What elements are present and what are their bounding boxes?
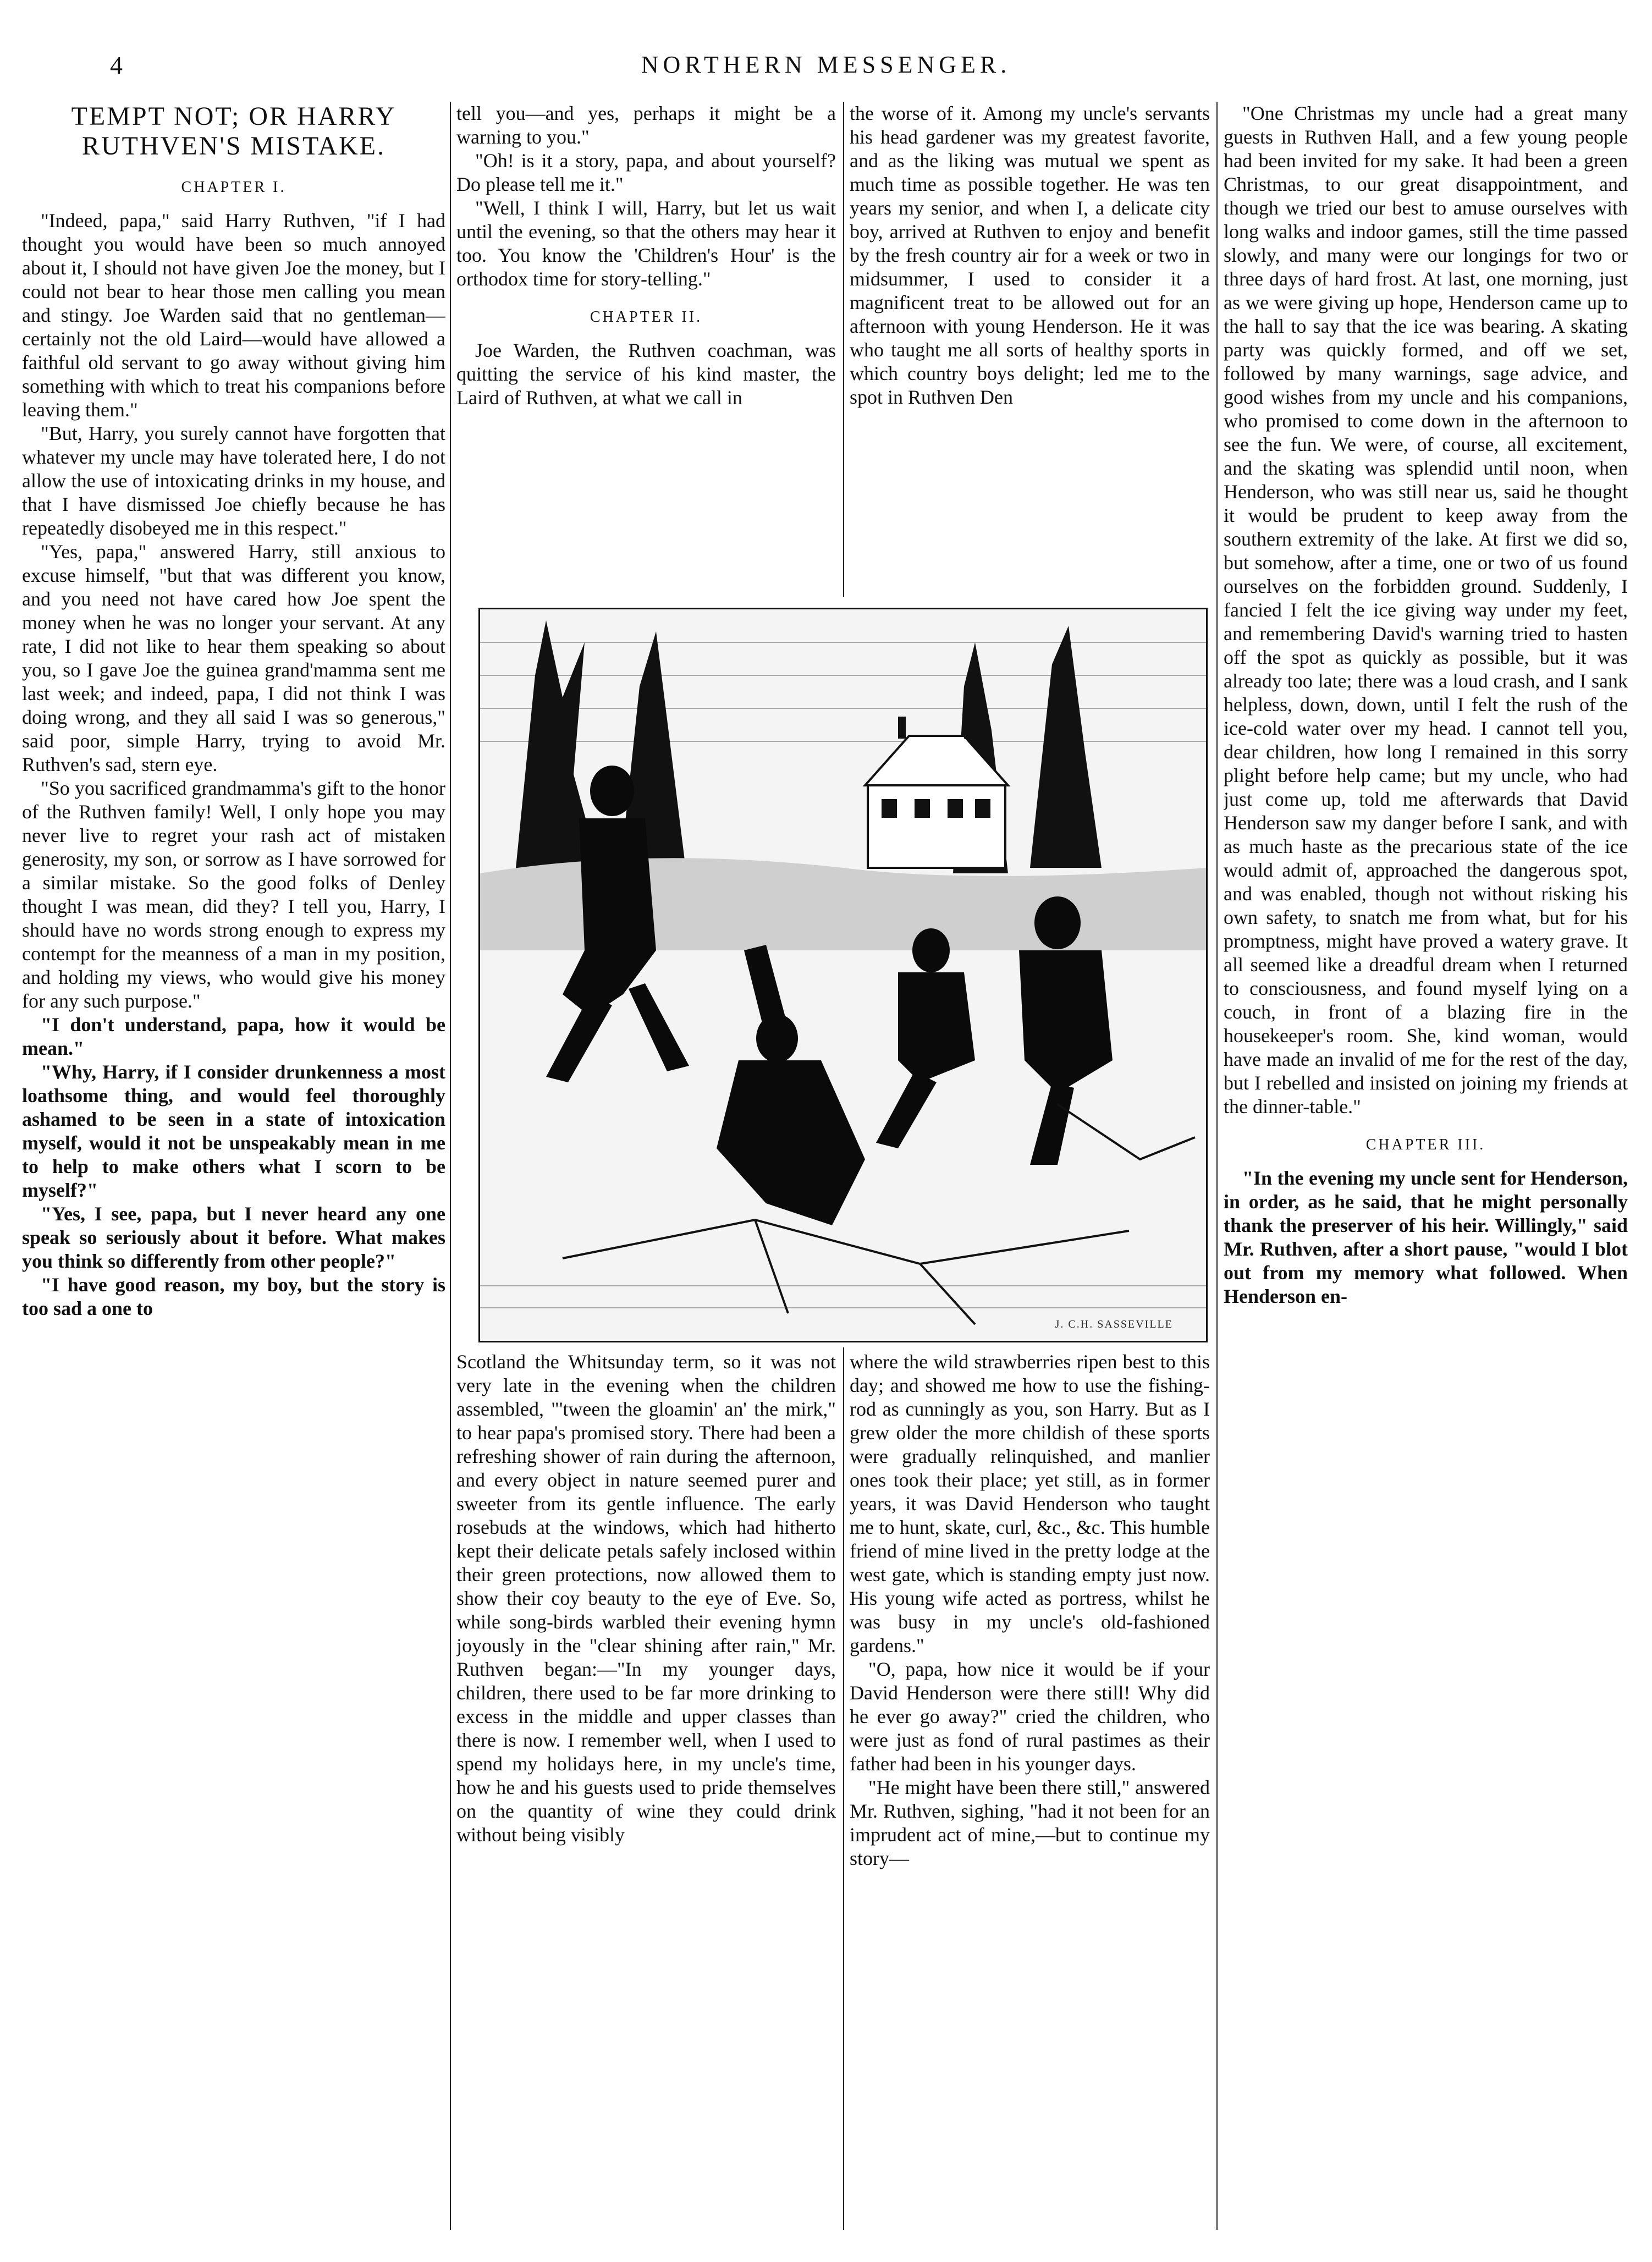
column-2-bottom: [456, 1350, 836, 2236]
paragraph: "Why, Harry, if I consider drunkenness a most loathsome thing, and would feel thoroughly ashamed to be seen in a state of intoxication myself, would it not be unspeakably mean in me to help to make others what I scorn to be myself?": [22, 1061, 445, 1201]
page-header: [22, 51, 1630, 89]
paragraph: "Indeed, papa," said Harry Ruthven, "if I had thought you would have been so much annoyed about it, I should not have given Joe the money, but I could not bear to hear those men calling you mean and stingy. Joe Warden said that no gentleman—certainly not the old Laird—would have allowed a faithful old servant to go away without giving him something with which to treat his companions before leaving them.": [22, 210, 445, 421]
engraver-signature: J. C.H. SASSEVILLE: [1055, 1318, 1173, 1330]
paragraph: "I have good reason, my boy, but the story is too sad a one to: [22, 1274, 445, 1319]
chapter-heading: CHAPTER III.: [1365, 1136, 1486, 1153]
paragraph: the worse of it. Among my uncle's servants his head gardener was my greatest favorite, and as the liking was mutual we spent as much time as possible together. He was ten years my senior, and when I, a delicate city boy, arrived at Ruthven to enjoy and benefit by the fresh country air for a week or two in midsummer, I used to consider it a magnificent treat to be allowed out for an afternoon with young Henderson. He it was who taught me all sorts of healthy sports in which country boys delight; led me to the spot in Ruthven Den: [850, 102, 1210, 408]
paragraph: "Yes, I see, papa, but I never heard any one speak so seriously about it before. What makes you think so differently from other people?": [22, 1203, 445, 1272]
paragraph: "One Christmas my uncle had a great many guests in Ruthven Hall, and a few young people had been invited for my sake. It had been a green Christmas, to our great disappointment, and though we tried our best to amuse ourselves with long walks and indoor games, still the time passed slowly, and many were our longings for two or three days of hard frost. At last, one morning, just as we were giving up hope, Henderson came up to the hall to say that the ice was bearing. A skating party was quickly formed, and off we set, followed by many warnings, sage advice, and good wishes from my uncle and his companions, who promised to come down in the afternoon to see the fun. We were, of course, all excitement, and the skating was splendid until noon, when Henderson, who was still near us, said he thought it would be prudent to keep away from the southern extremity of the lake. At first we did so, but somehow, after a time, one or two of us found ourselves on the forbidden ground. Suddenly, I fancied I felt the ice giving way under my feet, and remembering David's warning tried to hasten off the spot as quickly as possible, but it was already too late; there was a loud crash, and I sank helpless, down, down, until I felt the rush of the ice-cold water over my head. I cannot tell you, dear children, how long I remained in this sorry plight before help came; but my uncle, who had just come up, told me afterwards that David Henderson saw my danger before I sank, and with as much haste as the precarious state of the ice would admit of, approached the dangerous spot, and was enabled, though not without risking his own safety, to snatch me from what, but for his promptness, might have proved a watery grave. It all seemed like a dreadful dream when I returned to consciousness, and found myself lying on a couch, in front of a blazing fire in the housekeeper's room. She, kind woman, would have made an invalid of me for the rest of the day, but I rebelled and insisted on joining my friends at the dinner-table.": [1224, 102, 1628, 1118]
paragraph: "O, papa, how nice it would be if your David Henderson were there still! Why did he ever go away?" cried the children, who were just as fond of rural pastimes as their father had been in his younger days.: [850, 1658, 1210, 1775]
column-rule: [1216, 102, 1218, 2230]
page-number: 4: [110, 51, 123, 79]
paragraph: Scotland the Whitsunday term, so it was not very late in the evening when the children assembled, "'tween the gloamin' an' the mirk," to hear papa's promised story. There had been a refreshing shower of rain during the afternoon, and every object in nature seemed purer and sweeter from its gentle influence. The early rosebuds at the windows, which had hitherto kept their delicate petals safely inclosed within their green protections, now allowed them to show their coy beauty to the eye of Eve. So, while song-birds warbled their evening hymn joyously in the "clear shining after rain," Mr. Ruthven began:—"In my younger days, children, there used to be far more drinking to excess in the middle and upper classes than there is now. I remember well, when I used to spend my holidays here, in my uncle's time, how he and his guests used to pride themselves on the quantity of wine they could drink without being visibly: [456, 1351, 836, 1846]
paragraph: "So you sacrificed grandmamma's gift to the honor of the Ruthven family! Well, I only hope you may never live to regret your rash act of mistaken generosity, my son, or sorrow as I have sorrowed for a similar mistake. So the good folks of Denley thought I was mean, did they? I tell you, Harry, I should have no words strong enough to express my contempt for the meanness of a man in my position, and holding my views, who would give his money for any such purpose.": [22, 777, 445, 1012]
skating-illustration: [478, 608, 1208, 1342]
paragraph: "Yes, papa," answered Harry, still anxious to excuse himself, "but that was different you know, and you need not have cared how Joe spent the money when he was no longer your servant. At any rate, I did not like to hear them speaking so about you, so I gave Joe the guinea grand'mamma sent me last week; and indeed, papa, I did not think I was doing wrong, and they all said I was so generous," said poor, simple Harry, trying to avoid Mr. Ruthven's sad, stern eye.: [22, 541, 445, 775]
paragraph: "He might have been there still," answered Mr. Ruthven, sighing, "had it not been for an imprudent act of mine,—but to continue my story—: [850, 1776, 1210, 1869]
column-4: [1224, 102, 1628, 2236]
masthead: NORTHERN MESSENGER.: [641, 51, 1011, 78]
column-1: [22, 102, 445, 2236]
column-rule: [843, 1347, 844, 2230]
woodcut-engraving: [480, 609, 1206, 1341]
paragraph: "Well, I think I will, Harry, but let us wait until the evening, so that the others may hear it too. You know the 'Children's Hour' is the orthodox time for story-telling.": [456, 197, 836, 290]
paragraph: "In the evening my uncle sent for Henderson, in order, as he said, that he might personally thank the preserver of his heir. Willingly," said Mr. Ruthven, after a short pause, "would I blot out from my memory what followed. When Henderson en-: [1224, 1167, 1628, 1307]
column-rule: [450, 102, 451, 2230]
column-3-top: [850, 102, 1210, 597]
column-2-top: [456, 102, 836, 597]
paragraph: Joe Warden, the Ruthven coachman, was quitting the service of his kind master, the Laird of Ruthven, at what we call in: [456, 339, 836, 409]
column-3-bottom: [850, 1350, 1210, 2236]
chapter-heading: CHAPTER II.: [590, 309, 703, 326]
chapter-heading: CHAPTER I.: [181, 179, 287, 196]
paragraph: "I don't understand, papa, how it would be mean.": [22, 1014, 445, 1059]
paragraph: where the wild strawberries ripen best to this day; and showed me how to use the fishing-rod as cunningly as you, son Harry. But as I grew older the more childish of these sports were gradually relinquished, and manlier ones took their place; yet still, as in former years, it was David Henderson who taught me to hunt, skate, curl, &c., &c. This humble friend of mine lived in the pretty lodge at the west gate, which is standing empty just now. His young wife acted as portress, whilst he was busy in my uncle's old-fashioned gardens.": [850, 1351, 1210, 1656]
column-rule: [843, 102, 844, 597]
paragraph: tell you—and yes, perhaps it might be a warning to you.": [456, 102, 836, 148]
paragraph: "Oh! is it a story, papa, and about yourself? Do please tell me it.": [456, 150, 836, 195]
article-title: TEMPT NOT; OR HARRY RUTHVEN'S MISTAKE.: [71, 102, 397, 161]
paragraph: "But, Harry, you surely cannot have forgotten that whatever my uncle may have tolerated here, I do not allow the use of intoxicating drinks in my house, and that I have dismissed Joe chiefly because he has repeatedly disobeyed me in this respect.": [22, 422, 445, 539]
